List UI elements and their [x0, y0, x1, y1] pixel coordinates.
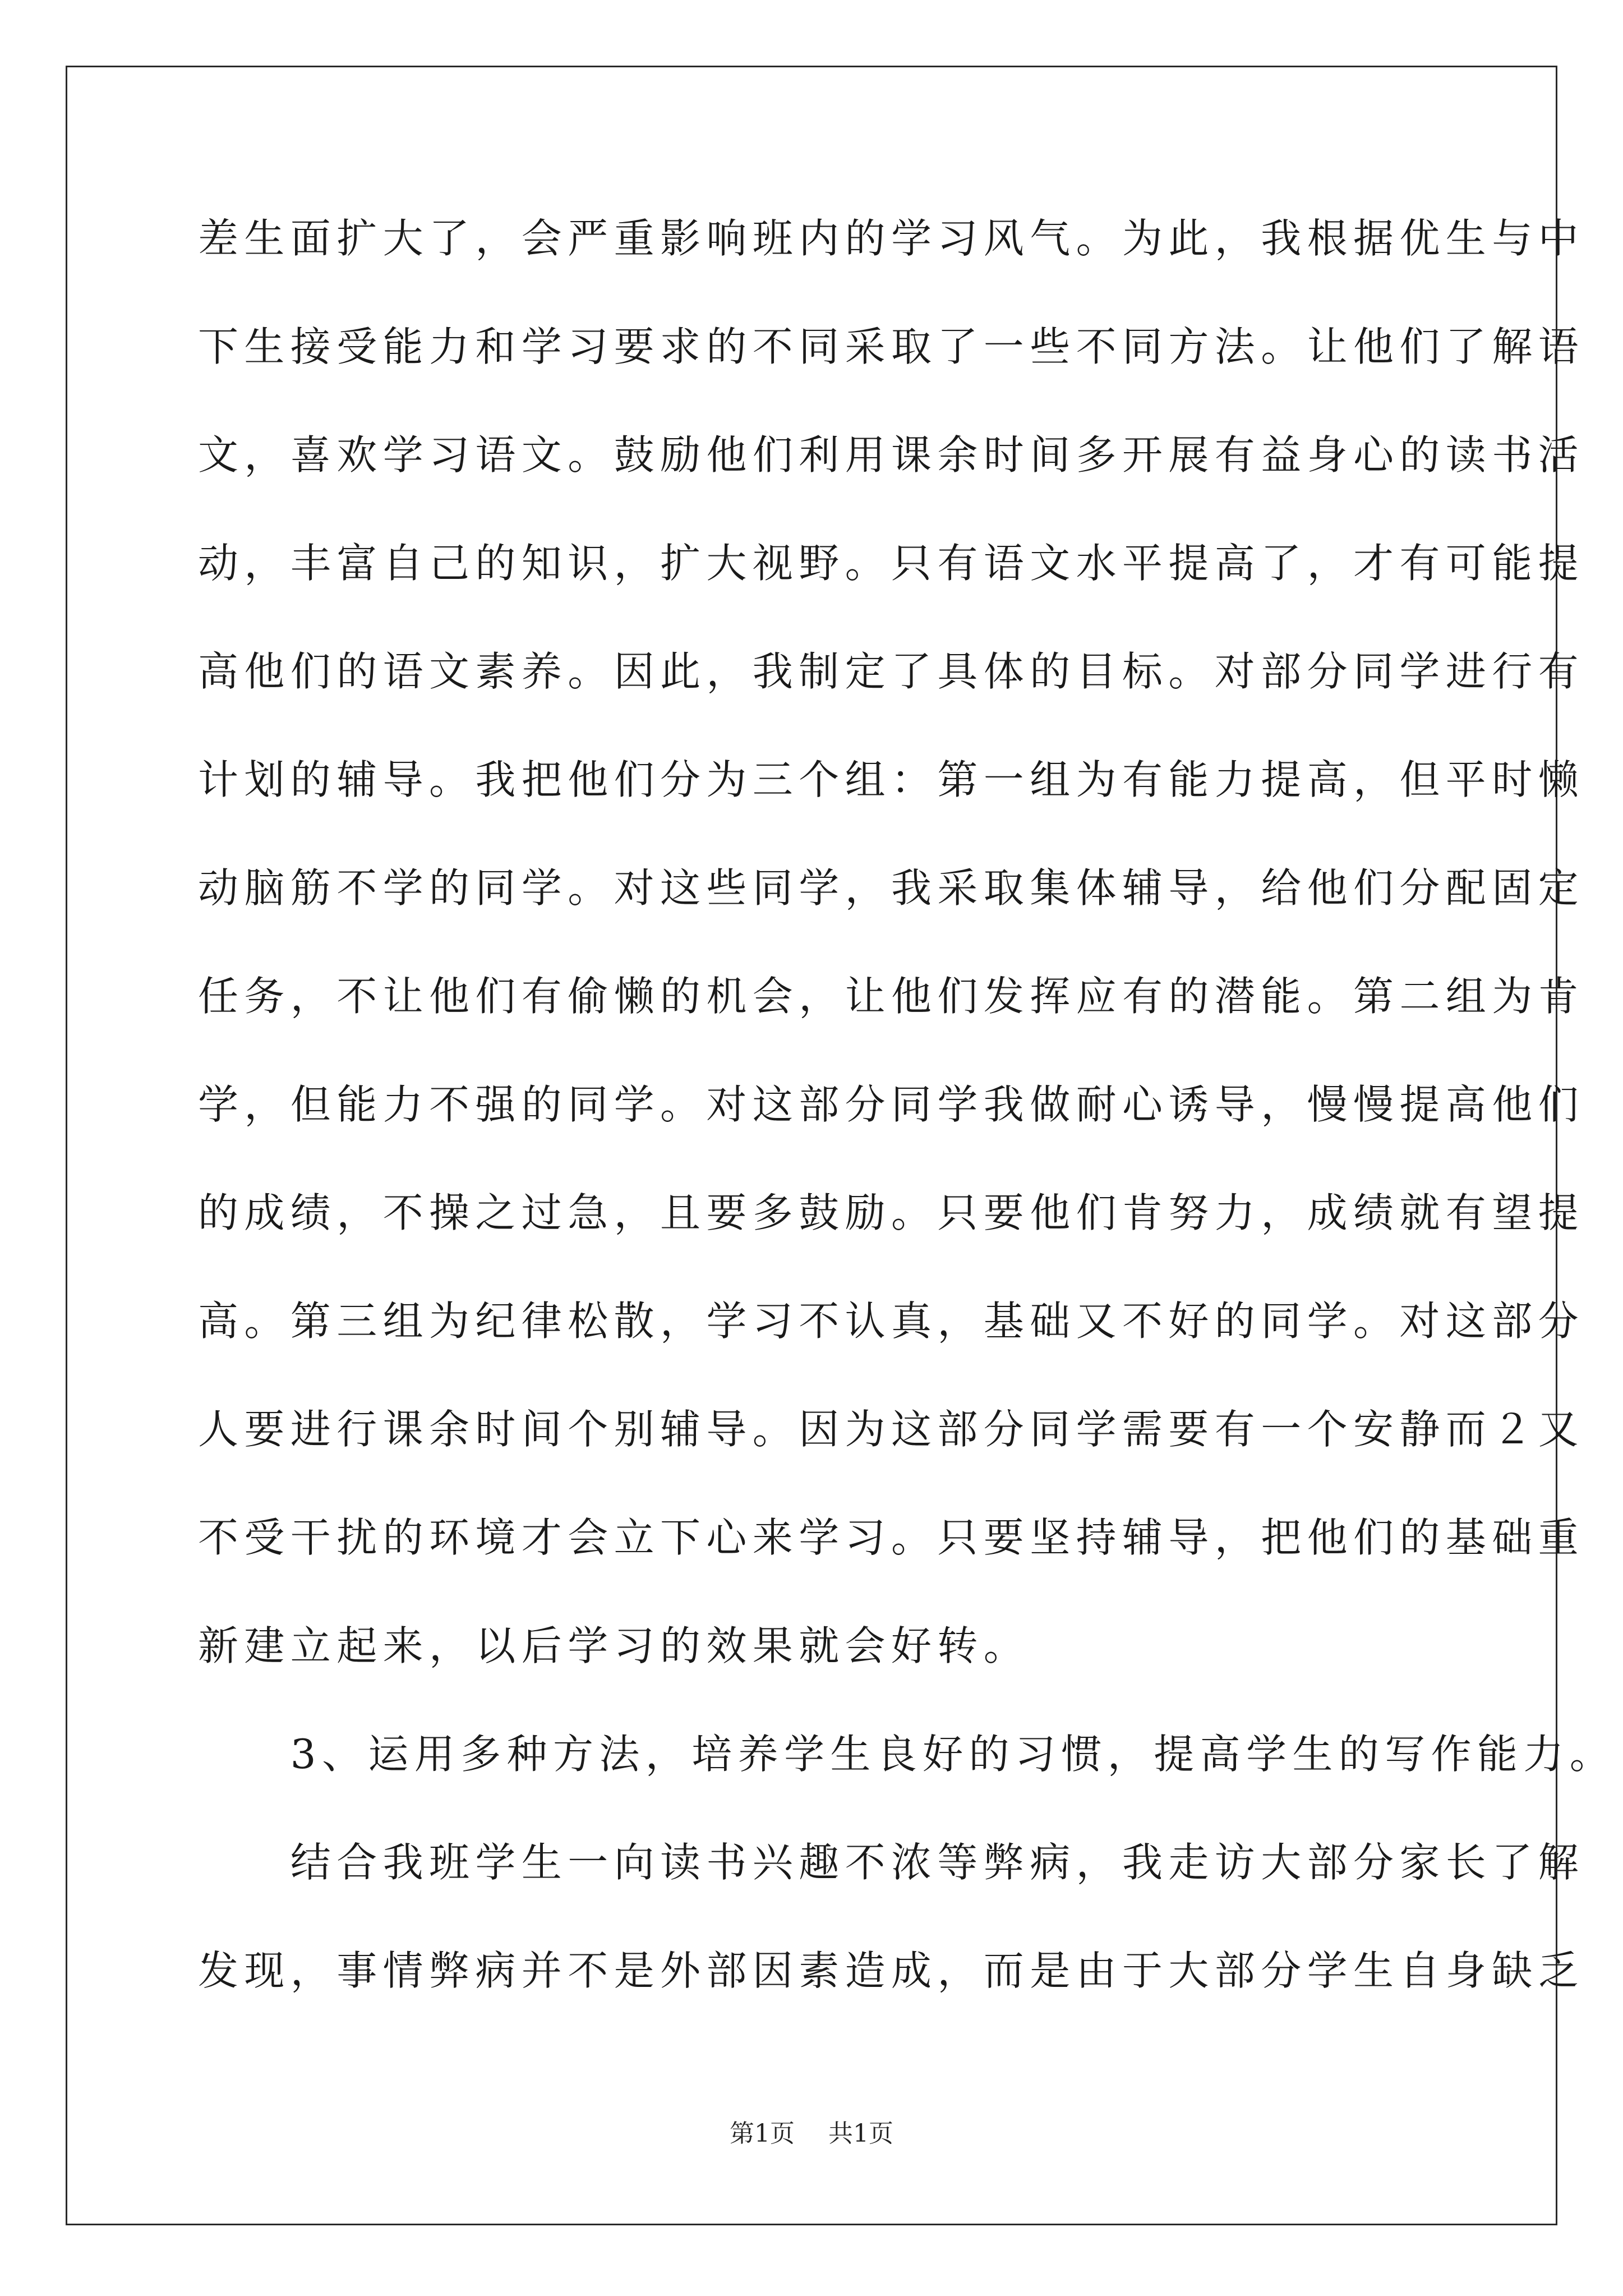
text-line: 结合我班学生一向读书兴趣不浓等弊病，我走访大部分家长了解 — [198, 1839, 1585, 1886]
text-line: 3、运用多种方法，培养学生良好的习惯，提高学生的写作能力。 — [198, 1731, 1616, 1778]
text-line: 高他们的语文素养。因此，我制定了具体的目标。对部分同学进行有 — [198, 648, 1585, 695]
text-line: 差生面扩大了，会严重影响班内的学习风气。为此，我根据优生与中 — [198, 215, 1585, 262]
page-footer — [0, 2118, 1623, 2150]
body-text — [198, 213, 1616, 2054]
text-line: 文，喜欢学习语文。鼓励他们利用课余时间多开展有益身心的读书活 — [198, 431, 1585, 478]
text-line: 学，但能力不强的同学。对这部分同学我做耐心诱导，慢慢提高他们 — [198, 1081, 1585, 1128]
text-line: 新建立起来，以后学习的效果就会好转。 — [198, 1622, 1030, 1669]
page-number-current: 第1页 — [730, 2119, 795, 2148]
text-line: 的成绩，不操之过急，且要多鼓励。只要他们肯努力，成绩就有望提 — [198, 1189, 1585, 1236]
text-line: 动脑筋不学的同学。对这些同学，我采取集体辅导，给他们分配固定 — [198, 864, 1585, 912]
text-line: 下生接受能力和学习要求的不同采取了一些不同方法。让他们了解语 — [198, 323, 1585, 370]
page-number-total: 共1页 — [828, 2119, 893, 2148]
text-line: 任务，不让他们有偷懒的机会，让他们发挥应有的潜能。第二组为肯 — [198, 973, 1585, 1020]
text-line: 人要进行课余时间个别辅导。因为这部分同学需要有一个安静而２又 — [198, 1406, 1585, 1453]
text-line: 不受干扰的环境才会立下心来学习。只要坚持辅导，把他们的基础重 — [198, 1514, 1585, 1561]
text-line: 高。第三组为纪律松散，学习不认真，基础又不好的同学。对这部分 — [198, 1297, 1585, 1345]
text-line: 计划的辅导。我把他们分为三个组：第一组为有能力提高，但平时懒 — [198, 756, 1585, 803]
text-line: 发现，事情弊病并不是外部因素造成，而是由于大部分学生自身缺乏 — [198, 1947, 1585, 1994]
text-line: 动，丰富自己的知识，扩大视野。只有语文水平提高了，才有可能提 — [198, 540, 1585, 587]
